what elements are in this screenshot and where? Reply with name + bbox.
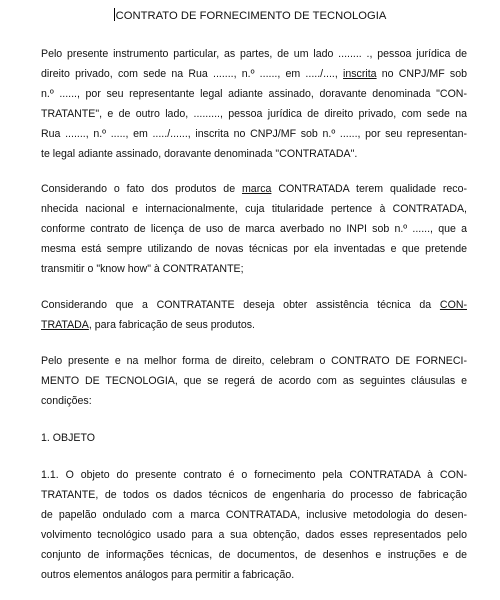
paragraph-considering-assistance	[41, 295, 467, 335]
text-line	[41, 465, 467, 485]
text-segment: te legal adiante assinado, doravante denominada "CONTRATADA".	[41, 148, 358, 160]
document-title	[0, 6, 500, 26]
text-line	[41, 391, 467, 411]
paragraph-parties	[41, 44, 467, 164]
text-segment: Pelo presente e na melhor forma de direito, celebram o CONTRATO DE FORNECI-	[41, 355, 467, 367]
text-segment: de papelão ondulado com a marca CONTRATADA, inclusive metodologia do desen-	[41, 509, 467, 521]
text-segment: mesma está sempre utilizando de novas técnicas por ela inventadas e que pretende	[41, 243, 467, 255]
text-line	[41, 179, 467, 199]
underlined-word: TRATADA	[41, 319, 89, 331]
text-cursor	[114, 8, 115, 21]
text-segment: Rua ......., n.º ....., em ...../......, inscrita no CNPJ/MF sob n.º ......, por seu representan-	[41, 128, 467, 140]
underlined-word: inscrita	[343, 68, 377, 80]
text-line	[41, 104, 467, 124]
text-segment: conforme contrato de licença de uso de marca averbado no INPI sob n.º ......, que a	[41, 223, 467, 235]
text-segment: no CNPJ/MF sob	[376, 68, 467, 80]
text-segment: CONTRATADA terem qualidade reco-	[271, 183, 467, 195]
text-line	[41, 371, 467, 391]
text-segment: Pelo presente instrumento particular, as partes, de um lado ........ ., pessoa jurídica de	[41, 48, 467, 60]
text-line	[41, 485, 467, 505]
text-line	[41, 144, 467, 164]
text-line	[41, 351, 467, 371]
text-segment: Considerando que a CONTRATANTE deseja obter assistência técnica da	[41, 299, 440, 311]
text-line	[41, 259, 467, 279]
underlined-word: marca	[241, 183, 272, 195]
text-line	[41, 295, 467, 315]
text-line	[41, 124, 467, 144]
text-line	[41, 84, 467, 104]
text-segment: 1.1. O objeto do presente contrato é o fornecimento pela CONTRATADA à CON-	[41, 469, 467, 481]
text-segment: conjunto de informações técnicas, de documentos, de desenhos e instruções e de	[41, 549, 467, 561]
text-line	[41, 545, 467, 565]
underlined-word: CON-	[439, 299, 467, 311]
text-segment: n.º ......, por seu representante legal adiante assinado, doravante denominada "CON-	[41, 88, 467, 100]
text-line	[41, 565, 467, 585]
text-line	[41, 44, 467, 64]
title-text: CONTRATO DE FORNECIMENTO DE TECNOLOGIA	[115, 10, 387, 22]
text-line	[41, 199, 467, 219]
section-heading: 1. OBJETO	[41, 432, 95, 444]
text-line	[41, 505, 467, 525]
text-line	[41, 525, 467, 545]
text-segment: transmitir o "know how" à CONTRATANTE;	[41, 263, 244, 275]
text-segment: Considerando o fato dos produtos de	[41, 183, 242, 195]
text-segment: condições:	[41, 395, 92, 407]
text-segment: TRATANTE, de todos os dados técnicos de engenharia do processo de fabricação	[41, 489, 467, 501]
text-segment: , para fabricação de seus produtos.	[88, 319, 255, 331]
text-segment: MENTO DE TECNOLOGIA, que se regerá de acordo com as seguintes cláusulas e	[41, 375, 467, 387]
text-line	[41, 315, 467, 335]
text-segment: nhecida nacional e internacionalmente, cuja titularidade pertence à CONTRATADA,	[41, 203, 467, 215]
text-segment: volvimento tecnológico usado para a sua obtenção, dados esses representados pelo	[41, 529, 467, 541]
text-line	[41, 239, 467, 259]
text-segment: direito privado, com sede na Rua ......., n.º ......, em ...../....,	[41, 68, 344, 80]
paragraph-celebration	[41, 351, 467, 411]
text-segment: TRATANTE", e de outro lado, ........., pessoa jurídica de direito privado, com sede na	[41, 108, 467, 120]
text-line	[41, 64, 467, 84]
text-segment: outros elementos análogos para permitir a fabricação.	[41, 569, 295, 581]
text-line	[41, 219, 467, 239]
paragraph-considering-brand	[41, 179, 467, 279]
paragraph-clause-1-1	[41, 465, 467, 585]
